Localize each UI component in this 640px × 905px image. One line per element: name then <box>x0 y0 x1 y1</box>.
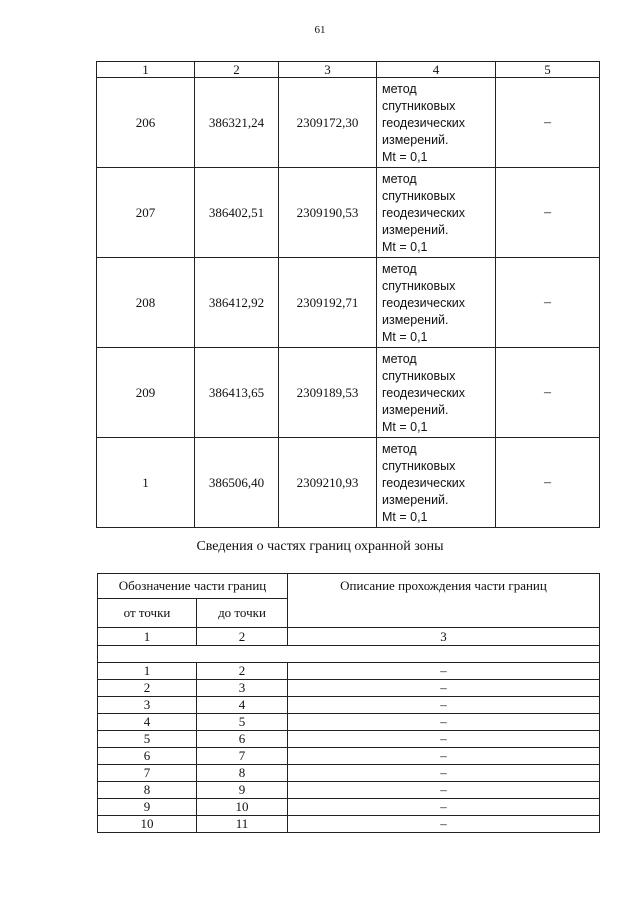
from-point: 5 <box>98 731 197 748</box>
parts-header-row <box>98 574 600 599</box>
col-header-1: 1 <box>97 62 195 78</box>
to-point-header: до точки <box>197 599 288 628</box>
note: – <box>496 78 600 168</box>
segment-description: – <box>288 714 600 731</box>
col-header-5: 5 <box>496 62 600 78</box>
to-point: 2 <box>197 663 288 680</box>
segment-description: – <box>288 697 600 714</box>
note: – <box>496 438 600 528</box>
col-header-2: 2 <box>195 62 279 78</box>
boundary-parts-table <box>97 573 600 833</box>
x-coordinate: 386413,65 <box>195 348 279 438</box>
from-point: 6 <box>98 748 197 765</box>
table-row <box>97 438 600 528</box>
y-coordinate: 2309172,30 <box>279 78 377 168</box>
description-header: Описание прохождения части границ <box>288 574 600 628</box>
col-header-3: 3 <box>279 62 377 78</box>
method-description: метод спутниковых геодезических измерений. Mt = 0,1 <box>377 258 496 348</box>
table-row <box>98 663 600 680</box>
segment-description: – <box>288 782 600 799</box>
col-number-3: 3 <box>288 628 600 646</box>
segment-description: – <box>288 799 600 816</box>
to-point: 5 <box>197 714 288 731</box>
table-row <box>97 168 600 258</box>
section-title: Сведения о частях границ охранной зоны <box>196 539 444 554</box>
to-point: 8 <box>197 765 288 782</box>
page-number: 61 <box>314 24 326 36</box>
empty-cell <box>98 646 600 663</box>
segment-description: – <box>288 663 600 680</box>
table-row <box>98 816 600 833</box>
to-point: 4 <box>197 697 288 714</box>
y-coordinate: 2309190,53 <box>279 168 377 258</box>
point-number: 206 <box>97 78 195 168</box>
from-point: 4 <box>98 714 197 731</box>
to-point: 7 <box>197 748 288 765</box>
method-description: метод спутниковых геодезических измерений. Mt = 0,1 <box>377 438 496 528</box>
x-coordinate: 386402,51 <box>195 168 279 258</box>
table-row <box>98 799 600 816</box>
note: – <box>496 168 600 258</box>
to-point: 3 <box>197 680 288 697</box>
point-number: 208 <box>97 258 195 348</box>
to-point: 9 <box>197 782 288 799</box>
x-coordinate: 386321,24 <box>195 78 279 168</box>
table-row <box>98 765 600 782</box>
segment-description: – <box>288 765 600 782</box>
column-number-row <box>98 628 600 646</box>
table-row <box>98 680 600 697</box>
point-number: 1 <box>97 438 195 528</box>
from-point: 3 <box>98 697 197 714</box>
to-point: 11 <box>197 816 288 833</box>
from-point: 9 <box>98 799 197 816</box>
from-point: 7 <box>98 765 197 782</box>
empty-row <box>98 646 600 663</box>
from-point: 10 <box>98 816 197 833</box>
y-coordinate: 2309192,71 <box>279 258 377 348</box>
point-number: 207 <box>97 168 195 258</box>
from-point: 1 <box>98 663 197 680</box>
table-row <box>98 782 600 799</box>
method-description: метод спутниковых геодезических измерений. Mt = 0,1 <box>377 78 496 168</box>
method-description: метод спутниковых геодезических измерений. Mt = 0,1 <box>377 168 496 258</box>
y-coordinate: 2309210,93 <box>279 438 377 528</box>
coordinates-header-row <box>97 62 600 78</box>
table-row <box>97 348 600 438</box>
table-row <box>97 258 600 348</box>
segment-description: – <box>288 731 600 748</box>
designation-header: Обозначение части границ <box>98 574 288 599</box>
from-point: 8 <box>98 782 197 799</box>
table-row <box>97 78 600 168</box>
col-header-4: 4 <box>377 62 496 78</box>
coordinates-table <box>96 61 600 528</box>
y-coordinate: 2309189,53 <box>279 348 377 438</box>
to-point: 10 <box>197 799 288 816</box>
x-coordinate: 386506,40 <box>195 438 279 528</box>
col-number-1: 1 <box>98 628 197 646</box>
note: – <box>496 348 600 438</box>
point-number: 209 <box>97 348 195 438</box>
note: – <box>496 258 600 348</box>
segment-description: – <box>288 816 600 833</box>
table-row <box>98 697 600 714</box>
x-coordinate: 386412,92 <box>195 258 279 348</box>
from-point-header: от точки <box>98 599 197 628</box>
table-row <box>98 731 600 748</box>
segment-description: – <box>288 748 600 765</box>
from-point: 2 <box>98 680 197 697</box>
table-row <box>98 714 600 731</box>
col-number-2: 2 <box>197 628 288 646</box>
table-row <box>98 748 600 765</box>
segment-description: – <box>288 680 600 697</box>
method-description: метод спутниковых геодезических измерений. Mt = 0,1 <box>377 348 496 438</box>
to-point: 6 <box>197 731 288 748</box>
